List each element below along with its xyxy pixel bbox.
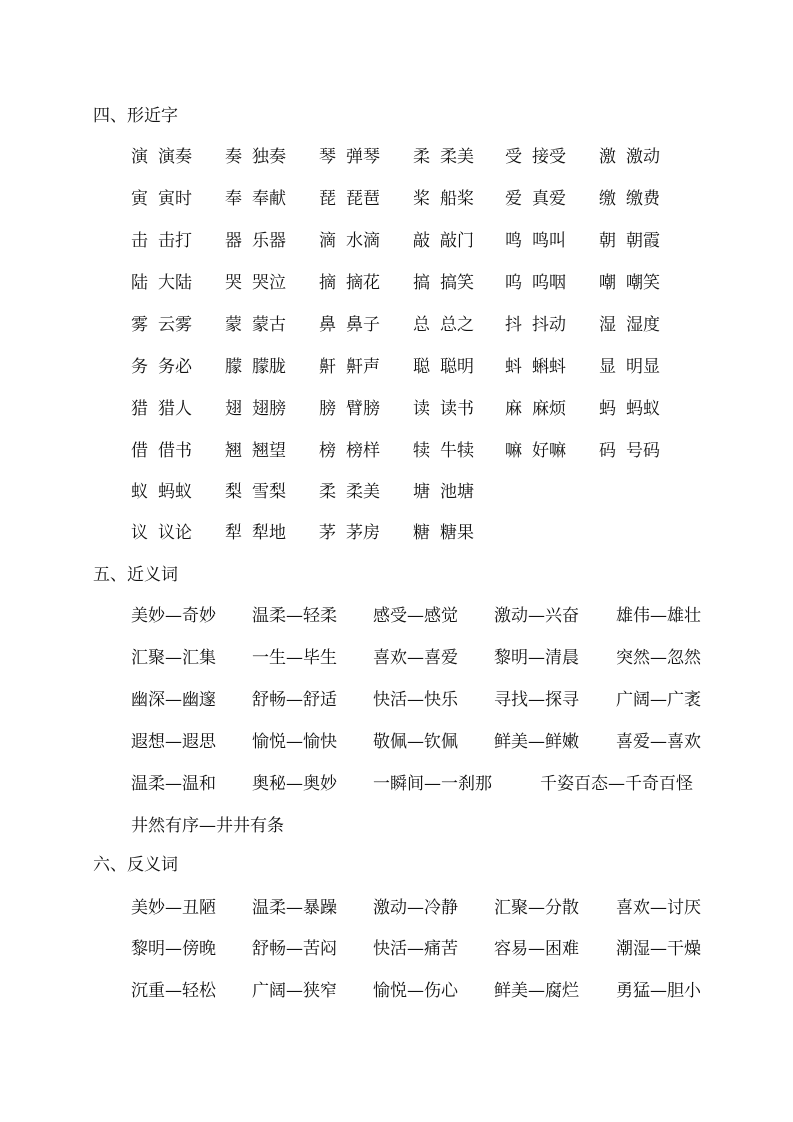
char: 受: [505, 147, 522, 167]
char: 缴: [599, 189, 616, 209]
char: 抖: [505, 315, 522, 335]
char-pair: [413, 188, 474, 210]
word-pair: 激动—兴奋: [494, 606, 579, 626]
word: 蒙古: [252, 315, 286, 335]
word: 琵琶: [346, 189, 380, 209]
word-pair: 黎明—傍晚: [131, 939, 216, 959]
char: 榜: [319, 441, 336, 461]
char: 犁: [225, 523, 242, 543]
char-pair: [505, 230, 566, 252]
char-pair: [505, 314, 566, 336]
word: 柔美: [440, 147, 474, 167]
word: 寅时: [158, 189, 192, 209]
char-pair: [225, 314, 286, 336]
word-pair: 喜欢—讨厌: [616, 898, 701, 918]
char: 奏: [225, 147, 242, 167]
char-pair: [319, 188, 380, 210]
section-heading-antonyms: 六、反义词: [93, 855, 178, 875]
word: 朝霞: [626, 231, 660, 251]
word: 犁地: [252, 523, 286, 543]
char: 呜: [505, 273, 522, 293]
char: 雾: [131, 315, 148, 335]
char-pair: [319, 398, 380, 420]
word-pair: 一瞬间—一刹那: [373, 774, 492, 794]
char-pair: [131, 188, 192, 210]
word: 总之: [440, 315, 474, 335]
char: 鼻: [319, 315, 336, 335]
char-pair: [599, 188, 660, 210]
char: 茅: [319, 523, 336, 543]
word: 抖动: [532, 315, 566, 335]
char-pair: [131, 146, 192, 168]
char-pair: [599, 230, 660, 252]
word-pair: 勇猛—胆小: [616, 981, 701, 1001]
char: 糖: [413, 523, 430, 543]
word: 乐器: [252, 231, 286, 251]
word-pair: 广阔—广袤: [616, 690, 701, 710]
char-pair: [413, 314, 474, 336]
char: 湿: [599, 315, 616, 335]
char-pair: [413, 272, 474, 294]
char-pair: [505, 398, 566, 420]
word-pair: 幽深—幽邃: [131, 690, 216, 710]
char: 码: [599, 441, 616, 461]
char-pair: [225, 356, 286, 378]
word: 读书: [440, 399, 474, 419]
char-pair: [131, 314, 192, 336]
char: 鼾: [319, 357, 336, 377]
char: 蒙: [225, 315, 242, 335]
char-pair: [413, 398, 474, 420]
char-pair: [131, 398, 192, 420]
word-pair: 黎明—清晨: [494, 648, 579, 668]
char-pair: [319, 522, 380, 544]
word-pair: 鲜美—鲜嫩: [494, 732, 579, 752]
word-pair: 感受—感觉: [373, 606, 458, 626]
word: 独奏: [252, 147, 286, 167]
char-pair: [225, 230, 286, 252]
word: 鼻子: [346, 315, 380, 335]
word-pair: 容易—困难: [494, 939, 579, 959]
char-pair: [131, 272, 192, 294]
char-pair: [225, 272, 286, 294]
word-pair: 喜爱—喜欢: [616, 732, 701, 752]
word: 糖果: [440, 523, 474, 543]
char-pair: [599, 314, 660, 336]
char-pair: [413, 146, 474, 168]
char: 琴: [319, 147, 336, 167]
word: 鼾声: [346, 357, 380, 377]
word-pair: 一生—毕生: [252, 648, 337, 668]
word-pair: 温柔—温和: [131, 774, 216, 794]
word: 牛犊: [440, 441, 474, 461]
char: 奉: [225, 189, 242, 209]
word-pair: 愉悦—愉快: [252, 732, 337, 752]
word: 呜咽: [532, 273, 566, 293]
word: 柔美: [346, 482, 380, 502]
char: 议: [131, 523, 148, 543]
word-pair: 雄伟—雄壮: [616, 606, 701, 626]
word: 麻烦: [532, 399, 566, 419]
section-heading-synonyms: 五、近义词: [93, 565, 178, 585]
char-pair: [131, 356, 192, 378]
word-pair: 舒畅—舒适: [252, 690, 337, 710]
word: 朦胧: [252, 357, 286, 377]
word-pair: 舒畅—苦闷: [252, 939, 337, 959]
word: 水滴: [346, 231, 380, 251]
word: 击打: [158, 231, 192, 251]
word-pair: 沉重—轻松: [131, 981, 216, 1001]
word: 榜样: [346, 441, 380, 461]
word: 鸣叫: [532, 231, 566, 251]
char-pair: [131, 481, 192, 503]
char: 滴: [319, 231, 336, 251]
word: 奉献: [252, 189, 286, 209]
word: 猎人: [158, 399, 192, 419]
char-pair: [505, 188, 566, 210]
char: 爱: [505, 189, 522, 209]
char: 务: [131, 357, 148, 377]
char-pair: [413, 230, 474, 252]
char: 蚁: [131, 482, 148, 502]
word-pair: 鲜美—腐烂: [494, 981, 579, 1001]
char: 嘛: [505, 441, 522, 461]
word-pair: 奥秘—奥妙: [252, 774, 337, 794]
char-pair: [599, 146, 660, 168]
char: 总: [413, 315, 430, 335]
word-pair: 汇聚—汇集: [131, 648, 216, 668]
word-pair: 寻找—探寻: [494, 690, 579, 710]
word: 嘲笑: [626, 273, 660, 293]
char-pair: [505, 272, 566, 294]
char: 摘: [319, 273, 336, 293]
char-pair: [505, 356, 566, 378]
word: 摘花: [346, 273, 380, 293]
word-pair: 激动—冷静: [373, 898, 458, 918]
char: 聪: [413, 357, 430, 377]
char-pair: [131, 230, 192, 252]
word: 激动: [626, 147, 660, 167]
char: 朝: [599, 231, 616, 251]
word: 蚂蚁: [626, 399, 660, 419]
char: 桨: [413, 189, 430, 209]
word-pair: 快活—快乐: [373, 690, 458, 710]
word: 演奏: [158, 147, 192, 167]
char: 朦: [225, 357, 242, 377]
word: 接受: [532, 147, 566, 167]
char: 激: [599, 147, 616, 167]
char-pair: [319, 230, 380, 252]
word-pair: 广阔—狭窄: [252, 981, 337, 1001]
word: 蝌蚪: [532, 357, 566, 377]
char: 敲: [413, 231, 430, 251]
char: 翘: [225, 441, 242, 461]
word: 大陆: [158, 273, 192, 293]
word: 蚂蚁: [158, 482, 192, 502]
word-pair: 温柔—暴躁: [252, 898, 337, 918]
word: 湿度: [626, 315, 660, 335]
word: 好嘛: [532, 441, 566, 461]
char-pair: [599, 398, 660, 420]
char-pair: [599, 356, 660, 378]
char-pair: [505, 146, 566, 168]
word: 翅膀: [252, 399, 286, 419]
word-pair: 突然—忽然: [616, 648, 701, 668]
word-pair: 喜欢—喜爱: [373, 648, 458, 668]
word: 茅房: [346, 523, 380, 543]
char-pair: [319, 356, 380, 378]
word: 借书: [158, 441, 192, 461]
char-pair: [319, 440, 380, 462]
char-pair: [225, 146, 286, 168]
char: 柔: [413, 147, 430, 167]
word: 务必: [158, 357, 192, 377]
char: 蚂: [599, 399, 616, 419]
char-pair: [225, 440, 286, 462]
char-pair: [225, 188, 286, 210]
char: 显: [599, 357, 616, 377]
char-pair: [319, 481, 380, 503]
char: 蚪: [505, 357, 522, 377]
char-pair: [599, 440, 660, 462]
word-pair: 井然有序—井井有条: [131, 816, 284, 836]
word-pair: 遐想—遐思: [131, 732, 216, 752]
char-pair: [413, 481, 474, 503]
char: 嘲: [599, 273, 616, 293]
word: 号码: [626, 441, 660, 461]
char: 翅: [225, 399, 242, 419]
char: 鸣: [505, 231, 522, 251]
char-pair: [131, 440, 192, 462]
word: 聪明: [440, 357, 474, 377]
char-pair: [319, 314, 380, 336]
char-pair: [131, 522, 192, 544]
word: 明显: [626, 357, 660, 377]
word: 议论: [158, 523, 192, 543]
char: 器: [225, 231, 242, 251]
word-pair: 愉悦—伤心: [373, 981, 458, 1001]
char: 借: [131, 441, 148, 461]
word-pair: 敬佩—钦佩: [373, 732, 458, 752]
char: 寅: [131, 189, 148, 209]
char: 麻: [505, 399, 522, 419]
char: 塘: [413, 482, 430, 502]
word: 哭泣: [252, 273, 286, 293]
char: 柔: [319, 482, 336, 502]
word: 弹琴: [346, 147, 380, 167]
word: 敲门: [440, 231, 474, 251]
char-pair: [225, 522, 286, 544]
word-pair: 潮湿—干燥: [616, 939, 701, 959]
char: 读: [413, 399, 430, 419]
word: 臂膀: [346, 399, 380, 419]
char: 猎: [131, 399, 148, 419]
char-pair: [413, 522, 474, 544]
word-pair: 快活—痛苦: [373, 939, 458, 959]
char: 击: [131, 231, 148, 251]
word-pair: 汇聚—分散: [494, 898, 579, 918]
word: 搞笑: [440, 273, 474, 293]
char-pair: [319, 146, 380, 168]
word-pair: 美妙—奇妙: [131, 606, 216, 626]
char-pair: [413, 440, 474, 462]
word: 翘望: [252, 441, 286, 461]
char: 梨: [225, 482, 242, 502]
char-pair: [599, 272, 660, 294]
word: 船桨: [440, 189, 474, 209]
char-pair: [225, 481, 286, 503]
word: 雪梨: [252, 482, 286, 502]
word-pair: 温柔—轻柔: [252, 606, 337, 626]
section-heading-similar-chars: 四、形近字: [93, 106, 178, 126]
word-pair: 美妙—丑陋: [131, 898, 216, 918]
char: 膀: [319, 399, 336, 419]
char-pair: [505, 440, 566, 462]
char: 演: [131, 147, 148, 167]
char: 犊: [413, 441, 430, 461]
word: 真爱: [532, 189, 566, 209]
char: 哭: [225, 273, 242, 293]
char-pair: [319, 272, 380, 294]
char: 琵: [319, 189, 336, 209]
word: 缴费: [626, 189, 660, 209]
char: 陆: [131, 273, 148, 293]
word: 云雾: [158, 315, 192, 335]
word: 池塘: [440, 482, 474, 502]
char: 搞: [413, 273, 430, 293]
char-pair: [225, 398, 286, 420]
char-pair: [413, 356, 474, 378]
word-pair: 千姿百态—千奇百怪: [540, 774, 693, 794]
